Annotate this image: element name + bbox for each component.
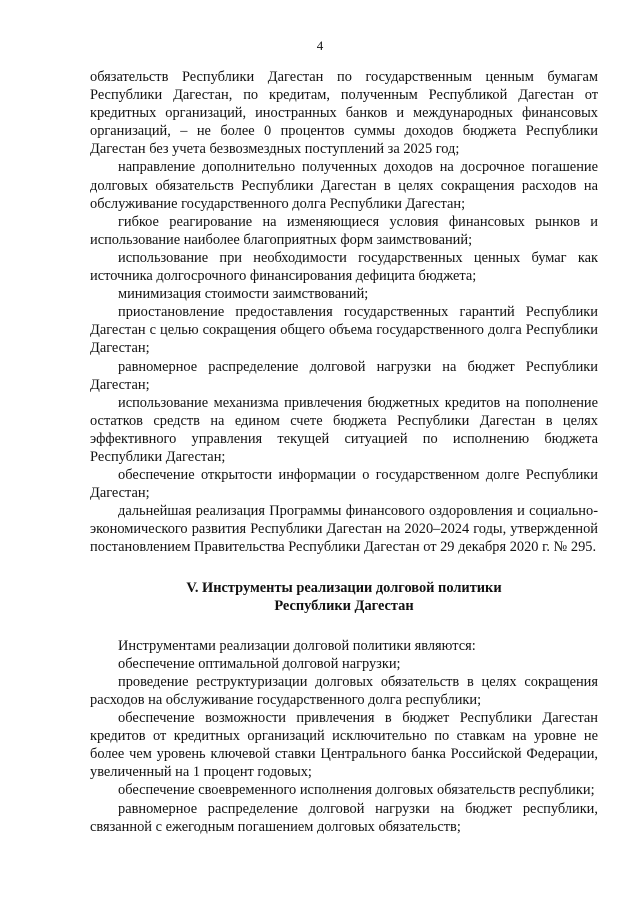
paragraph: дальнейшая реализация Программы финансового оздоровления и социально-экономического развития Республики Дагестан на 2020–2024 годы, утвержденной постановлением Правительства Республики Дагестан от 29 декабря 2020 г. № 295. [90, 503, 598, 556]
paragraph: использование механизма привлечения бюджетных кредитов на пополнение остатков средств на едином счете бюджета Республики Дагестан в целях эффективного управления текущей ситуацией по исполнению бюджета Республики Дагестан; [90, 394, 598, 465]
document-body [90, 68, 598, 836]
paragraph: равномерное распределение долговой нагрузки на бюджет Республики Дагестан; [90, 358, 598, 393]
paragraph: проведение реструктуризации долговых обязательств в целях сокращения расходов на обслуживание государственного долга республики; [90, 673, 598, 708]
paragraph: обеспечение открытости информации о государственном долге Республики Дагестан; [90, 467, 598, 502]
paragraph: приостановление предоставления государственных гарантий Республики Дагестан с целью сокращения общего объема государственного долга Республики Дагестан; [90, 304, 598, 357]
paragraph: равномерное распределение долговой нагрузки на бюджет республики, связанной с ежегодным погашением долговых обязательств; [90, 800, 598, 835]
paragraph: использование при необходимости государственных ценных бумаг как источника долгосрочного финансирования дефицита бюджета; [90, 249, 598, 285]
paragraph: обеспечение своевременного исполнения долговых обязательств республики; [118, 782, 595, 799]
paragraph: Инструментами реализации долговой политики являются: [118, 637, 476, 654]
paragraph: обязательств Республики Дагестан по государственным ценным бумагам Республики Дагестан, по кредитам, полученным Республикой Дагестан от кредитных организаций, иностранных банков и международных финансовых организаций, – не более 0 процентов суммы доходов бюджета Республики Дагестан без учета безвозмездных поступлений за 2025 год; [90, 69, 598, 158]
section-heading [90, 579, 598, 615]
section-heading-line-1: V. Инструменты реализации долговой политики [186, 579, 502, 596]
paragraphs-before-heading [90, 68, 598, 557]
paragraph: обеспечение оптимальной долговой нагрузки; [118, 655, 401, 672]
paragraph: обеспечение возможности привлечения в бюджет Республики Дагестан кредитов от кредитных организаций исключительно по ставкам на уровне не более чем уровень ключевой ставки Центрального банка Российской Федерации, увеличенный на 1 процент годовых; [90, 710, 598, 781]
paragraph: минимизация стоимости заимствований; [118, 286, 369, 303]
page-number: 4 [316, 38, 324, 53]
paragraphs-after-heading [90, 637, 598, 836]
paragraph: гибкое реагирование на изменяющиеся условия финансовых рынков и использование наиболее благоприятных форм заимствований; [90, 213, 598, 248]
paragraph: направление дополнительно полученных доходов на досрочное погашение долговых обязательств Республики Дагестан в целях сокращения расходов на обслуживание государственного долга Республики Дагестан; [90, 159, 598, 212]
section-heading-line-2: Республики Дагестан [274, 597, 414, 614]
